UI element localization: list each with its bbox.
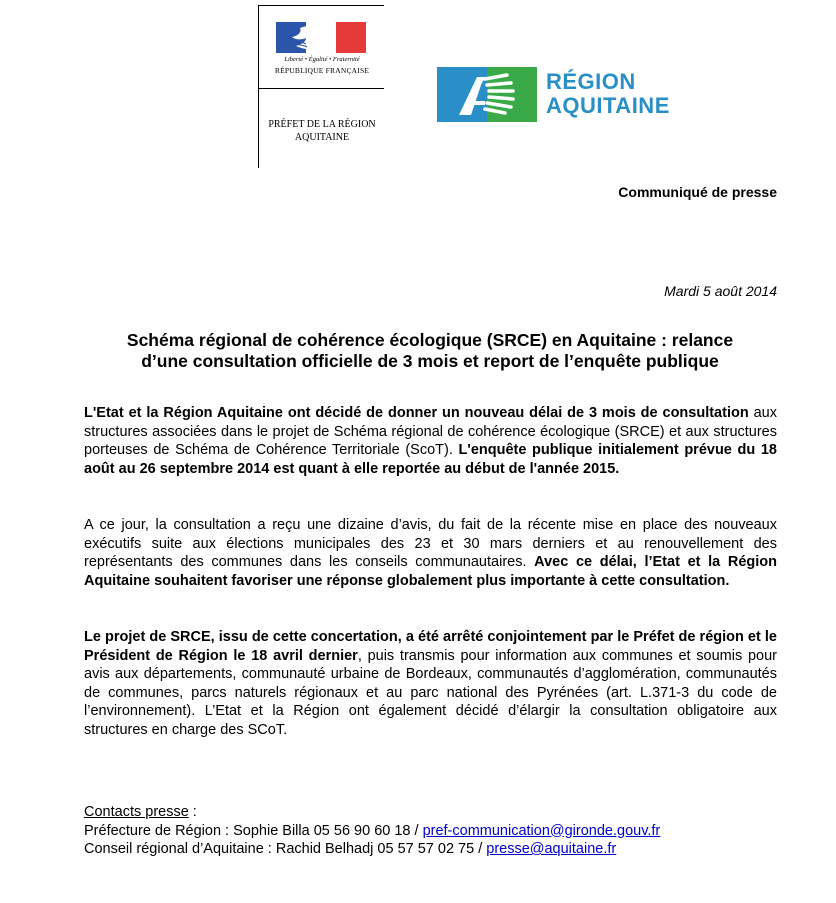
divider-top: [258, 5, 384, 6]
press-contacts: [84, 803, 660, 859]
contacts-heading-row: [84, 803, 660, 822]
prefet-title: [260, 118, 384, 144]
republic-name: RÉPUBLIQUE FRANÇAISE: [274, 66, 370, 75]
paragraph-3: [84, 628, 777, 739]
divider-middle: [258, 88, 384, 89]
region-name-line1: RÉGION: [546, 69, 636, 94]
paragraph-1: [84, 404, 777, 478]
document-type-label: Communiqué de presse: [618, 184, 777, 200]
contact-conseil: [84, 840, 660, 859]
paragraph-2: [84, 516, 777, 590]
marianne-flag-icon: [276, 22, 366, 53]
contact-conseil-email-link[interactable]: presse@aquitaine.fr: [486, 841, 617, 857]
region-name-line2: AQUITAINE: [546, 93, 670, 118]
republic-motto: Liberté • Égalité • Fraternité: [284, 56, 360, 63]
contact-prefecture-label: Préfecture de Région : Sophie Billa 05 56 90 60 18 /: [84, 822, 423, 839]
page-title: [60, 330, 800, 372]
contact-conseil-label: Conseil régional d’Aquitaine : Rachid Belhadj 05 57 57 02 75 /: [84, 841, 487, 857]
contact-prefecture: [84, 822, 660, 841]
region-name: [546, 70, 670, 118]
p1-text-1: aux structures associées dans le projet de Schéma régional de cohérence écologique (SRCE) et aux structures porteuses de Schéma de Cohérence Territoriale (ScoT).: [84, 405, 777, 458]
p3-text-1: , puis transmis pour information aux communes et soumis pour avis aux départements, communauté urbaine de Bordeaux, communautés d’agglomération, communautés de communes, parcs naturels régionaux et au parc national des Pyrénées (art. L.371-3 du code de l’environnement). L’Etat et la Région ont également décidé d’élargir la consultation obligatoire aux structures en charge des SCoT.: [84, 647, 777, 738]
p2-bold-1: Avec ce délai, l’Etat et la Région Aquitaine souhaitent favoriser une réponse globalement plus importante à cette consultation.: [84, 554, 778, 589]
p1-bold-2: L'enquête publique initialement prévue du 18 août au 26 septembre 2014 est quant à elle reportée au début de l'année 2015.: [84, 442, 777, 477]
p2-text-1: A ce jour, la consultation a reçu une dizaine d’avis, du fait de la récente mise en place des nouveaux exécutifs suite aux élections municipales des 23 et 30 mars derniers et au renouvellement des représentants des communes dans les conseils communautaires.: [84, 517, 777, 570]
p1-bold-1: L'Etat et la Région Aquitaine ont décidé de donner un nouveau délai de 3 mois de consultation: [84, 405, 749, 421]
p3-bold-1: Le projet de SRCE, issu de cette concertation, a été arrêté conjointement par le Préfet de région et le Président de Région le 18 avril dernier: [84, 629, 777, 664]
document-date: Mardi 5 août 2014: [664, 283, 777, 299]
contacts-heading-suffix: :: [188, 804, 197, 820]
prefet-title-line1: PRÉFET DE LA RÉGION: [268, 119, 376, 130]
prefet-logo-block: [258, 5, 384, 168]
title-line1: Schéma régional de cohérence écologique (SRCE) en Aquitaine : relance: [126, 330, 734, 350]
contact-prefecture-email-link[interactable]: pref-communication@gironde.gouv.fr: [422, 822, 661, 839]
divider-vertical: [258, 5, 259, 168]
prefet-title-line2: AQUITAINE: [294, 132, 350, 143]
title-line2: d’une consultation officielle de 3 mois et report de l’enquête publique: [141, 351, 719, 371]
contacts-heading: Contacts presse: [84, 804, 189, 820]
region-aquitaine-logo-icon: [437, 67, 537, 122]
